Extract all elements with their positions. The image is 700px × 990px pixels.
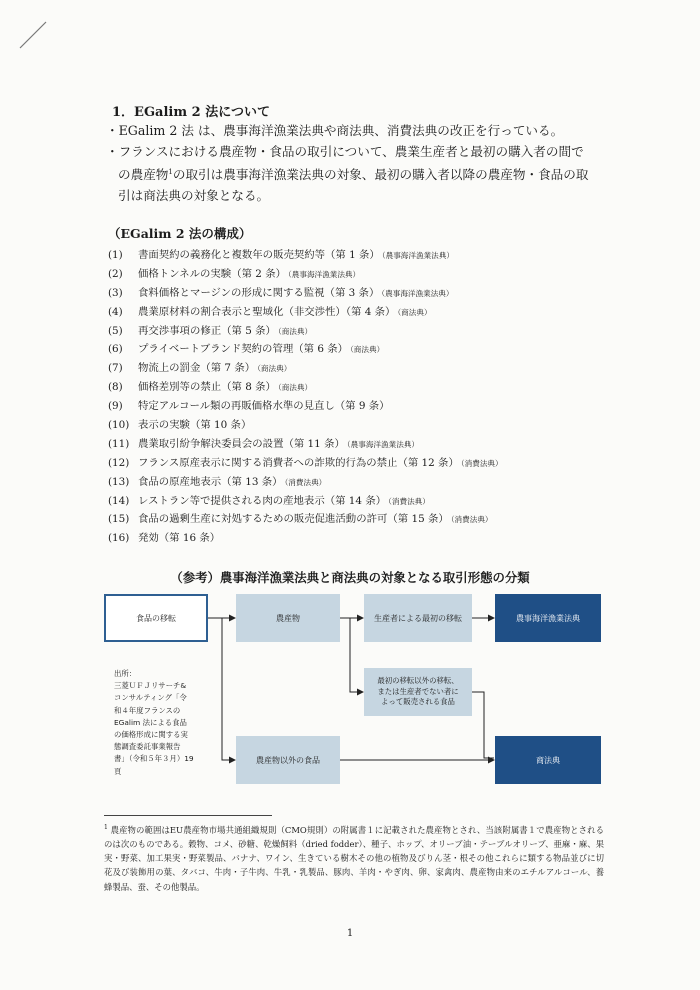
list-item: (5) 再交渉事項の修正（第 5 条） （商法典） xyxy=(108,324,313,337)
list-item: (16) 発効（第 16 条） xyxy=(108,532,221,545)
list-item: (3) 食料価格とマージンの形成に関する監視（第 3 条） （農事海洋漁業法典） xyxy=(108,286,454,299)
list-item: (15) 食品の過剰生産に対処するための販売促進活動の許可（第 15 条） （消費法典） xyxy=(108,513,493,526)
footnote-mark: 1 xyxy=(104,824,108,831)
diagram-title: （参考）農事海洋漁業法典と商法典の対象となる取引形態の分類 xyxy=(170,570,530,585)
bullet-2-line-1: ・フランスにおける農産物・食品の取引について、農業生産者と最初の購入者の間で xyxy=(106,144,584,159)
list-item: (14) レストラン等で提供される肉の産地表示（第 14 条） （消費法典） xyxy=(108,494,430,507)
page-number: 1 xyxy=(346,928,354,939)
list-item: (2) 価格トンネルの実験（第 2 条） （農事海洋漁業法典） xyxy=(108,267,361,280)
bullet-1: ・EGalim 2 法 は、農事海洋漁業法典や商法典、消費法典の改正を行っている。 xyxy=(106,123,564,138)
rural-code-box: 農事海洋漁業法典 xyxy=(495,594,601,642)
agri-products-box: 農産物 xyxy=(236,594,340,642)
section-heading: 1．EGalim 2 法について xyxy=(112,105,270,120)
list-item: (10) 表示の実験（第 10 条） xyxy=(108,419,252,432)
footnote-divider xyxy=(104,815,272,816)
bullet-2-line-2: の農産物$^1$の取引は農事海洋漁業法典の対象、最初の購入者以降の農産物・食品の取 xyxy=(118,167,589,183)
bullet-2-line-3: 引は商法典の対象となる。 xyxy=(118,188,270,204)
first-transfer-box: 生産者による最初の移転 xyxy=(364,594,472,642)
structure-heading: （EGalim 2 法の構成） xyxy=(108,226,252,241)
commerce-code-box: 商法典 xyxy=(495,736,601,784)
list-item: (4) 農業原材料の割合表示と聖域化（非交渉性）（第 4 条） （商法典） xyxy=(108,305,432,318)
food-transfer-box: 食品の移転 xyxy=(104,594,208,642)
list-item: (8) 価格差別等の禁止（第 8 条） （商法典） xyxy=(108,381,313,394)
list-item: (13) 食品の原産地表示（第 13 条） （消費法典） xyxy=(108,475,327,488)
list-item: (11) 農業取引紛争解決委員会の設置（第 11 条） （農事海洋漁業法典） xyxy=(108,437,419,450)
source-note: 出所： 三菱ＵＦＪリサーチ& コンサルティング「令 和４年度フランスの EGalim 法による食品 の価格形成に関する実 態調査委託事業報告 書」（令和５年３月）19 頁 xyxy=(114,669,194,776)
footnote-ref: 1 xyxy=(168,168,173,176)
list-item: (1) 書面契約の義務化と複数年の販売契約等（第 1 条） （農事海洋漁業法典） xyxy=(108,249,454,261)
non-agri-food-box: 農産物以外の食品 xyxy=(236,736,340,784)
list-item: (9) 特定アルコール類の再販価格水準の見直し（第 9 条） xyxy=(108,400,390,413)
non-first-transfer-box: 最初の移転以外の移転、 または生産者でない者に よって販売される食品 xyxy=(364,668,472,716)
list-item: (6) プライベートブランド契約の管理（第 6 条） （商法典） xyxy=(108,343,385,356)
list-item: (7) 物流上の罰金（第 7 条） （商法典） xyxy=(108,362,292,375)
list-item: (12) フランス原産表示に関する消費者への詐欺的行為の禁止（第 12 条） （消費法典） xyxy=(108,456,503,469)
footnote: $^1$ 農産物の範囲はEU農産物市場共通組織規則（CMO規則）の附属書１に記載された農産物とされ、当該附属書１で農産物とされるのは次のものである。穀物、コメ、砂糖、乾燥飼料（dried fodder）、種子、ホップ、オリーブ油・テーブルオリーブ、亜麻・麻、果実・野菜、加工果実・野菜製品、バナナ、ワイン、生きている樹木その他の植物及びりん茎・根その他これらに類する物品並びに切花及び装飾用の葉、タバコ、牛肉・子牛肉、牛乳・乳製品、豚肉、羊肉・やぎ肉、卵、家禽肉、農産物由来のエチルアルコール、養蜂製品、蚕、その他製品。 xyxy=(104,824,604,892)
